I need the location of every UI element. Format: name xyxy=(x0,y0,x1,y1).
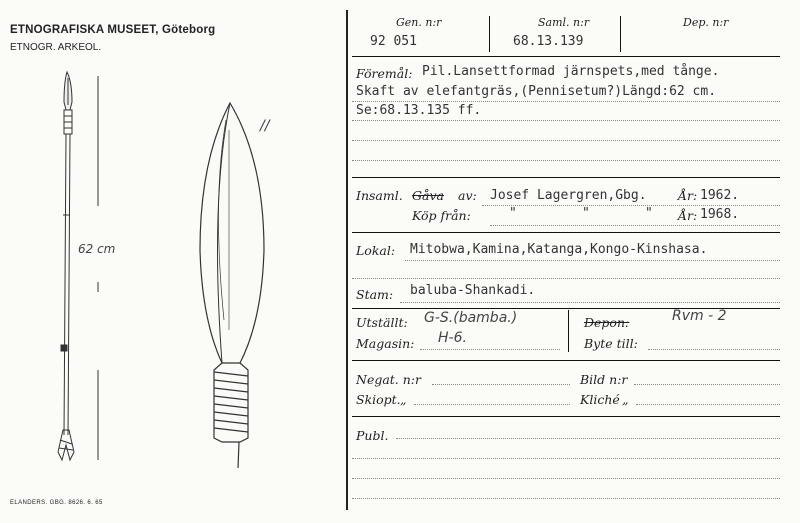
stam-label: Stam: xyxy=(356,287,394,302)
dotted-rule xyxy=(352,120,780,121)
dotted-rule xyxy=(648,349,780,350)
kliche-label: Kliché xyxy=(580,392,620,407)
dotted-rule xyxy=(420,349,560,350)
lokal-value: Mitobwa,Kamina,Katanga,Kongo-Kinshasa. xyxy=(410,242,708,257)
dotted-rule xyxy=(352,278,780,279)
museum-title: ETNOGRAFISKA MUSEET, Göteborg xyxy=(10,24,216,36)
magasin-label: Magasin: xyxy=(356,336,415,351)
dotted-rule xyxy=(405,260,780,261)
saml-nr-label: Saml. n:r xyxy=(538,16,590,29)
skiopt-label: Skiopt. xyxy=(356,392,401,407)
kop-ditto-1: " xyxy=(509,206,517,221)
foremal-line-1: Pil.Lansettformad järnspets,med tånge. xyxy=(422,64,720,79)
header-separator xyxy=(620,16,621,52)
depon-value: Rvm - 2 xyxy=(672,308,727,324)
arrow-drawing xyxy=(58,72,98,460)
dotted-rule xyxy=(352,498,780,499)
lokal-label: Lokal: xyxy=(356,243,396,258)
rule xyxy=(352,177,780,178)
drawing-mark: // xyxy=(260,118,270,134)
kliche-value: „ xyxy=(622,392,629,407)
gen-nr-value: 92 051 xyxy=(370,34,417,49)
foremal-line-2: Skaft av elefantgräs,(Pennisetum?)Längd:62 cm. xyxy=(356,84,717,99)
status-separator xyxy=(568,310,569,352)
insaml-year: 1962. xyxy=(700,188,740,203)
kop-year: 1968. xyxy=(700,207,740,222)
utstallt-label: Utställt: xyxy=(356,315,408,330)
dotted-rule xyxy=(400,302,780,303)
dotted-rule xyxy=(482,205,780,206)
magasin-value: H-6. xyxy=(438,330,467,346)
skiopt-value: „ xyxy=(400,392,407,407)
stam-value: baluba-Shankadi. xyxy=(410,283,536,298)
depon-label: Depon: xyxy=(584,315,630,330)
dotted-rule xyxy=(352,140,780,141)
length-note: 62 cm xyxy=(78,242,116,256)
department-label: ETNOGR. ARKEOL. xyxy=(10,42,102,53)
insaml-name: Josef Lagergren,Gbg. xyxy=(490,188,647,203)
kop-year-label: År: xyxy=(678,208,698,223)
rule xyxy=(352,360,780,361)
negat-label: Negat. n:r xyxy=(356,372,421,387)
dotted-rule xyxy=(490,225,780,226)
insaml-av-label: av: xyxy=(458,188,477,203)
byte-till-label: Byte till: xyxy=(584,336,638,351)
rule xyxy=(352,56,780,57)
insaml-label: Insaml. xyxy=(356,188,403,203)
dotted-rule xyxy=(352,160,780,161)
object-drawing xyxy=(0,0,346,523)
dep-nr-label: Dep. n:r xyxy=(683,16,729,29)
dotted-rule xyxy=(414,404,570,405)
card-divider xyxy=(346,10,348,510)
kop-ditto-2: " xyxy=(582,206,590,221)
foremal-line-3: Se:68.13.135 ff. xyxy=(356,103,482,118)
kop-fran-label: Köp från: xyxy=(412,208,471,223)
header-separator xyxy=(489,16,490,52)
dotted-rule xyxy=(352,101,780,102)
bild-label: Bild n:r xyxy=(580,372,628,387)
kop-ditto-3: " xyxy=(645,206,653,221)
rule xyxy=(352,416,780,417)
insaml-year-label: År: xyxy=(678,188,698,203)
saml-nr-value: 68.13.139 xyxy=(513,34,584,49)
printer-note: ELANDERS. GBG. 8626. 6. 65 xyxy=(10,500,103,506)
insaml-struck-word: Gåva xyxy=(412,188,444,203)
dotted-rule xyxy=(396,438,780,439)
lance-head-drawing xyxy=(200,103,264,468)
gen-nr-label: Gen. n:r xyxy=(396,16,442,29)
utstallt-value: G-S.(bamba.) xyxy=(424,310,518,326)
dotted-rule xyxy=(634,384,780,385)
rule xyxy=(352,232,780,233)
dotted-rule xyxy=(352,458,780,459)
dotted-rule xyxy=(352,478,780,479)
dotted-rule xyxy=(636,404,780,405)
foremal-label: Föremål: xyxy=(356,66,413,81)
dotted-rule xyxy=(432,384,570,385)
publ-label: Publ. xyxy=(356,428,389,443)
